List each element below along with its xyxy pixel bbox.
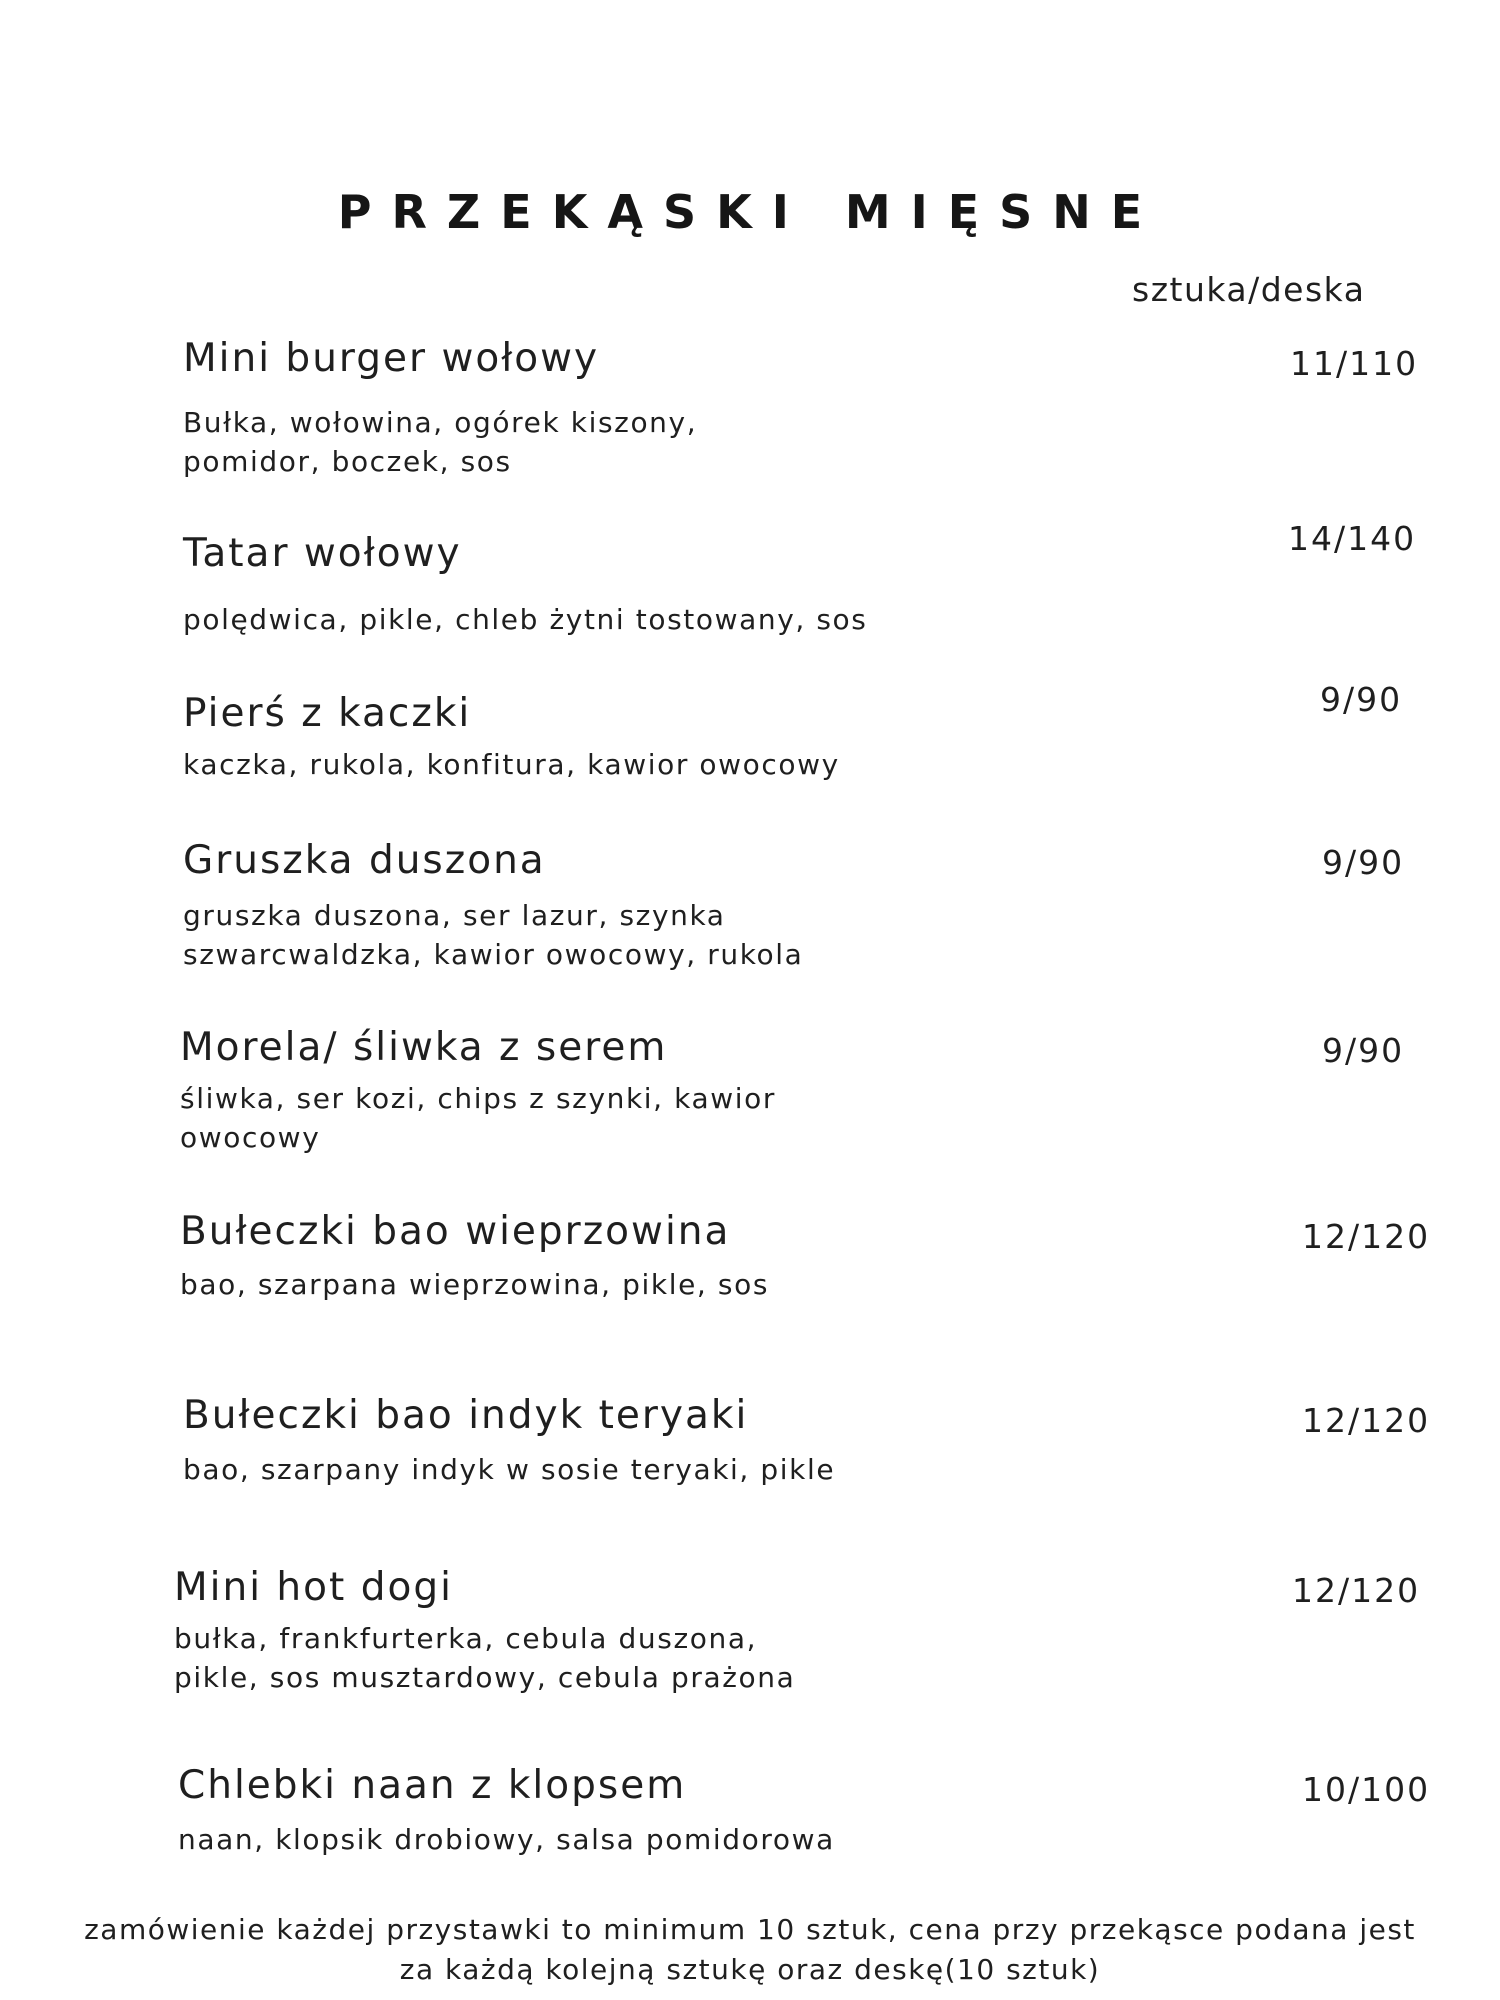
item-price: 9/90: [1322, 843, 1405, 882]
item-description: naan, klopsik drobiowy, salsa pomidorowa: [178, 1823, 835, 1856]
unit-column-header: sztuka/deska: [1132, 270, 1366, 309]
item-description: śliwka, ser kozi, chips z szynki, kawior owocowy: [180, 1082, 776, 1154]
item-description: polędwica, pikle, chleb żytni tostowany, sos: [183, 603, 868, 636]
item-name: Bułeczki bao wieprzowina: [180, 1209, 731, 1254]
item-description: bao, szarpany indyk w sosie teryaki, pikle: [183, 1453, 836, 1486]
footer-note: zamówienie każdej przystawki to minimum 10 sztuk, cena przy przekąsce podana jest za każdą kolejną sztukę oraz deskę(10 sztuk): [84, 1913, 1416, 1986]
item-name: Morela/ śliwka z serem: [180, 1025, 668, 1070]
item-price: 12/120: [1292, 1571, 1421, 1610]
item-name: Tatar wołowy: [183, 531, 462, 576]
item-price: 12/120: [1302, 1401, 1431, 1440]
item-name: Pierś z kaczki: [183, 691, 472, 736]
item-description: Bułka, wołowina, ogórek kiszony, pomidor, boczek, sos: [183, 406, 698, 478]
item-price: 9/90: [1320, 680, 1403, 719]
item-description: kaczka, rukola, konfitura, kawior owocowy: [183, 748, 840, 781]
item-description: bułka, frankfurterka, cebula duszona, pikle, sos musztardowy, cebula prażona: [174, 1622, 796, 1694]
item-price: 14/140: [1288, 519, 1417, 558]
item-description: bao, szarpana wieprzowina, pikle, sos: [180, 1268, 770, 1301]
item-name: Chlebki naan z klopsem: [178, 1763, 687, 1808]
item-price: 12/120: [1302, 1217, 1431, 1256]
item-name: Bułeczki bao indyk teryaki: [183, 1393, 749, 1438]
item-price: 9/90: [1322, 1031, 1405, 1070]
item-price: 11/110: [1290, 344, 1419, 383]
item-name: Mini burger wołowy: [183, 336, 600, 381]
item-name: Mini hot dogi: [174, 1565, 453, 1610]
item-description: gruszka duszona, ser lazur, szynka szwarcwaldzka, kawior owocowy, rukola: [183, 899, 804, 971]
item-name: Gruszka duszona: [183, 838, 546, 883]
menu-title: PRZEKĄSKI MIĘSNE: [337, 185, 1163, 239]
item-price: 10/100: [1302, 1770, 1431, 1809]
